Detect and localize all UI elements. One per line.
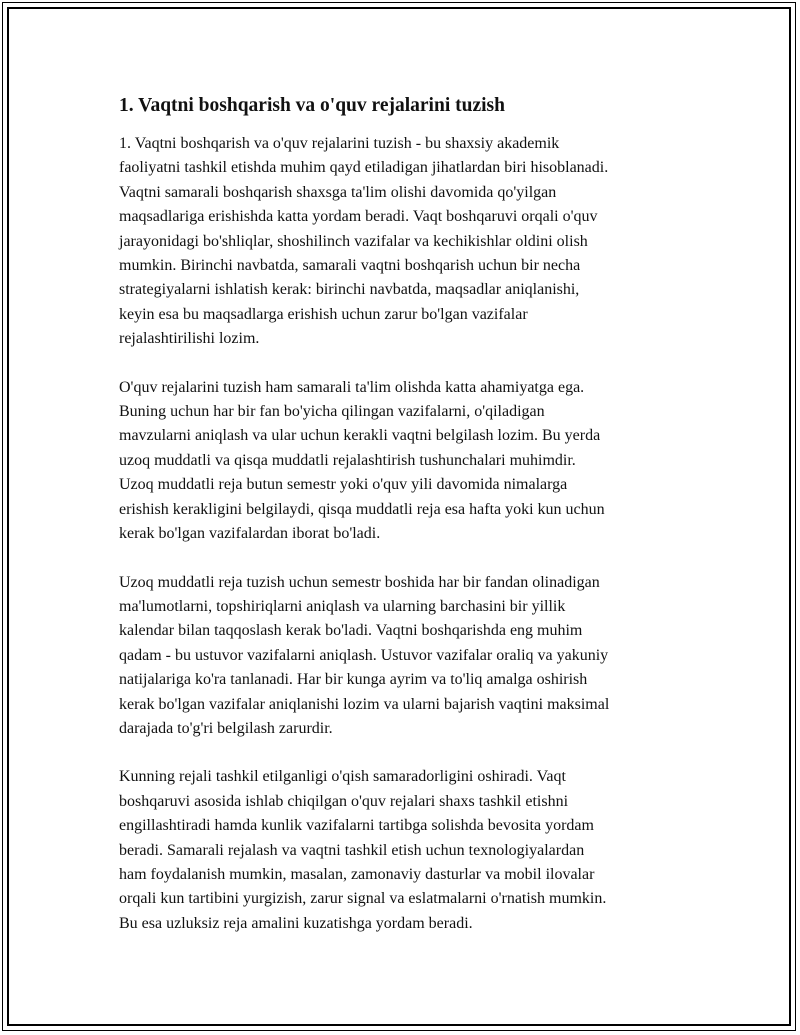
paragraph-line: engillashtiradi hamda kunlik vazifalarni tartibga solishda bevosita yordam	[119, 817, 594, 835]
paragraph-line: boshqaruvi asosida ishlab chiqilgan o'quv rejalari shaxs tashkil etishni	[119, 792, 569, 810]
paragraph-line: Vaqtni samarali boshqarish shaxsga ta'lim olishi davomida qo'yilgan	[119, 183, 557, 201]
paragraph-line: jarayonidagi bo'shliqlar, shoshilinch vazifalar va kechikishlar oldini olish	[119, 232, 588, 250]
paragraph-1	[119, 132, 689, 352]
paragraph-3	[119, 571, 689, 742]
paragraph-line: mumkin. Birinchi navbatda, samarali vaqtni boshqarish uchun bir necha	[119, 257, 581, 275]
paragraph-line: strategiyalarni ishlatish kerak: birinchi navbatda, maqsadlar aniqlanishi,	[119, 281, 580, 299]
paragraph-line: rejalashtirilishi lozim.	[119, 330, 260, 348]
paragraph-line: qadam - bu ustuvor vazifalarni aniqlash. Ustuvor vazifalar oraliq va yakuniy	[119, 646, 609, 664]
paragraph-line: kerak bo'lgan vazifalar aniqlanishi lozim va ularni bajarish vaqtini maksimal	[119, 695, 610, 713]
paragraph-line: beradi. Samarali rejalash va vaqtni tashkil etish uchun texnologiyalardan	[119, 841, 585, 859]
paragraph-line: erishish kerakligini belgilaydi, qisqa muddatli reja esa hafta yoki kun uchun	[119, 500, 605, 518]
paragraph-line: mavzularni aniqlash va ular uchun kerakli vaqtni belgilash lozim. Bu yerda	[119, 427, 601, 445]
paragraph-line: kalendar bilan taqqoslash kerak bo'ladi. Vaqtni boshqarishda eng muhim	[119, 622, 583, 640]
paragraph-line: Uzoq muddatli reja tuzish uchun semestr boshida har bir fandan olinadigan	[119, 573, 600, 591]
paragraph-line: O'quv rejalarini tuzish ham samarali ta'lim olishda katta ahamiyatga ega.	[119, 378, 585, 396]
section-title: 1. Vaqtni boshqarish va o'quv rejalarini tuzish	[119, 95, 505, 116]
paragraph-4	[119, 765, 689, 936]
paragraph-line: uzoq muddatli va qisqa muddatli rejalashtirish tushunchalari muhimdir.	[119, 451, 576, 469]
paragraph-line: ham foydalanish mumkin, masalan, zamonaviy dasturlar va mobil ilovalar	[119, 865, 595, 883]
paragraph-line: faoliyatni tashkil etishda muhim qayd etiladigan jihatlardan biri hisoblanadi.	[119, 159, 609, 177]
paragraph-line: Buning uchun har bir fan bo'yicha qilingan vazifalarni, o'qiladigan	[119, 403, 545, 421]
paragraph-line: maqsadlariga erishishda katta yordam beradi. Vaqt boshqaruvi orqali o'quv	[119, 208, 598, 226]
paragraph-2	[119, 376, 689, 547]
paragraph-line: kerak bo'lgan vazifalardan iborat bo'ladi.	[119, 525, 381, 543]
paragraph-line: orqali kun tartibini yurgizish, zarur signal va eslatmalarni o'rnatish mumkin.	[119, 890, 607, 908]
paragraph-line: Kunning rejali tashkil etilganligi o'qish samaradorligini oshiradi. Vaqt	[119, 768, 566, 786]
document-body	[119, 94, 689, 960]
paragraph-line: ma'lumotlarni, topshiriqlarni aniqlash va ularning barchasini bir yillik	[119, 597, 566, 615]
paragraph-line: Bu esa uzluksiz reja amalini kuzatishga yordam beradi.	[119, 914, 473, 932]
paragraph-line: darajada to'g'ri belgilash zarurdir.	[119, 719, 333, 737]
paragraph-line: Uzoq muddatli reja butun semestr yoki o'quv yili davomida nimalarga	[119, 476, 568, 494]
paragraph-line: 1. Vaqtni boshqarish va o'quv rejalarini tuzish - bu shaxsiy akademik	[119, 135, 560, 152]
paragraph-line: natijalariga ko'ra tanlanadi. Har bir kunga ayrim va to'liq amalga oshirish	[119, 671, 588, 689]
paragraph-line: keyin esa bu maqsadlarga erishish uchun zarur bo'lgan vazifalar	[119, 305, 528, 323]
